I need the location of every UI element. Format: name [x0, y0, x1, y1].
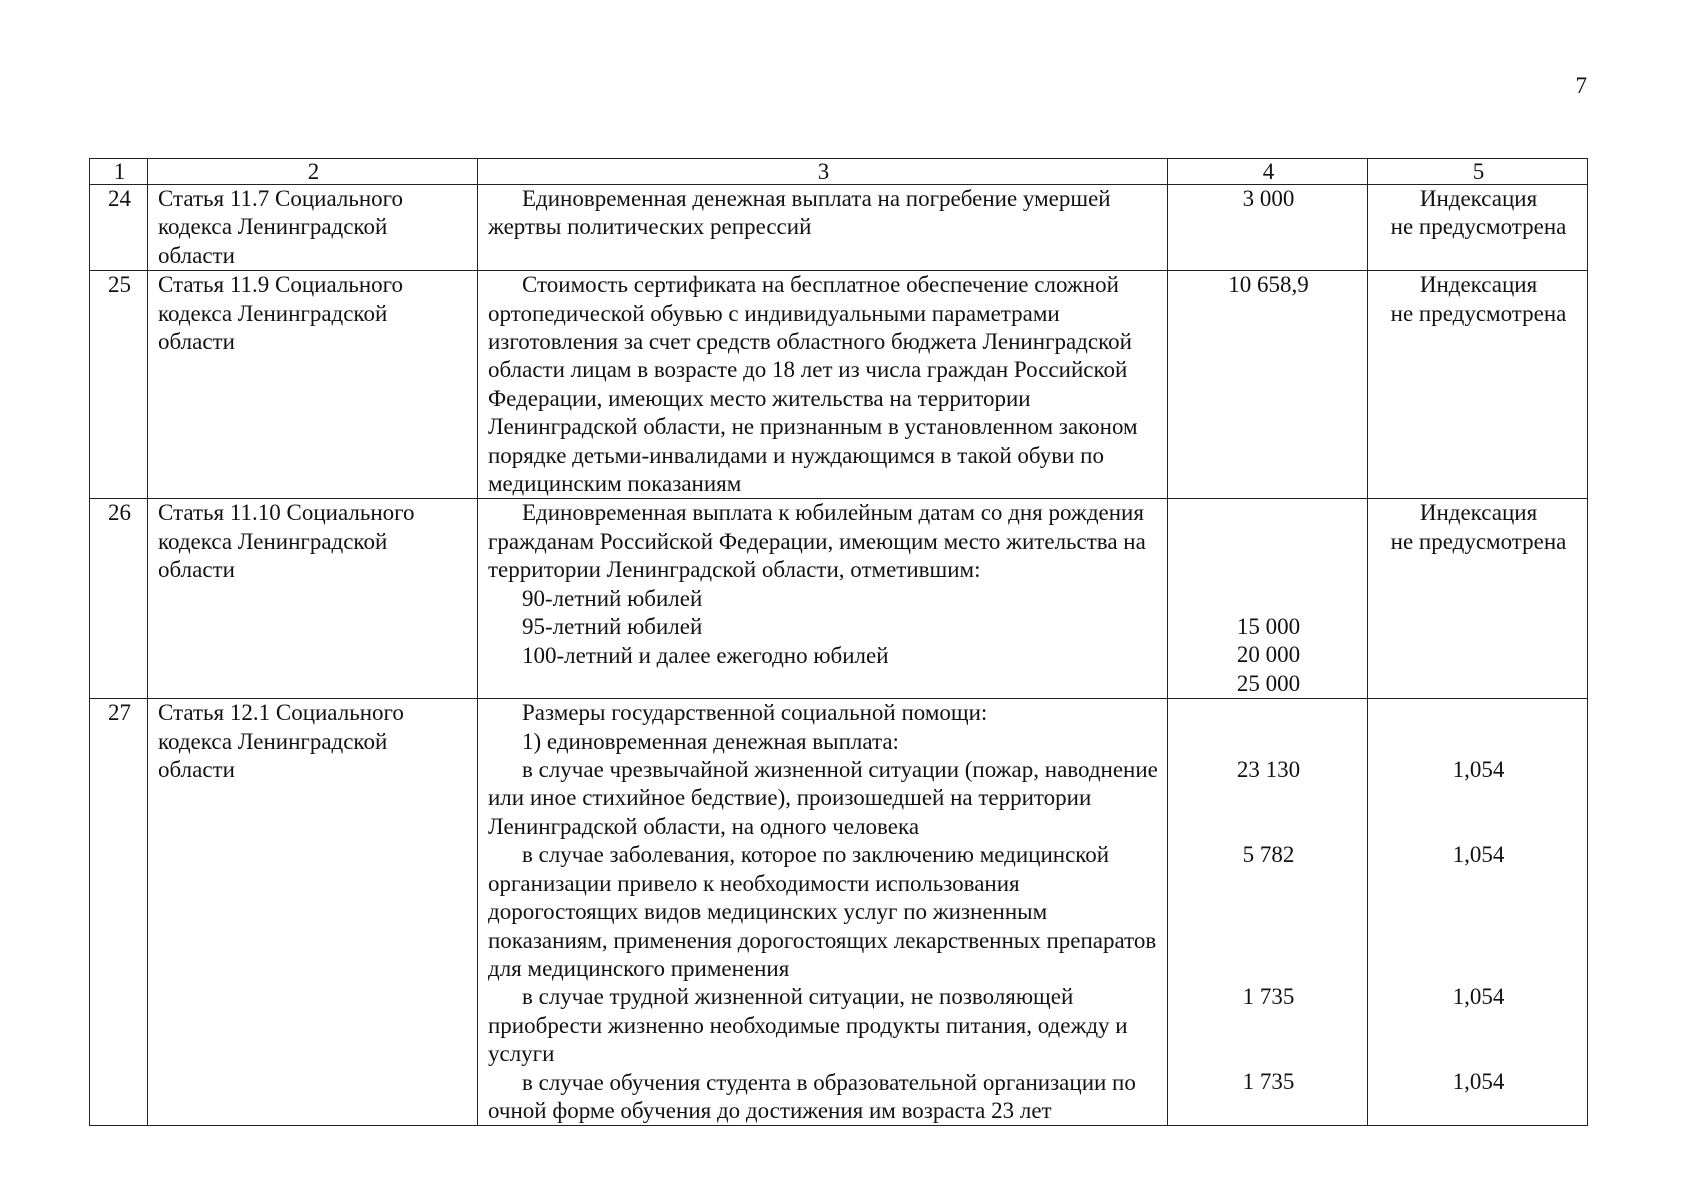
article-cell: Статья 11.9 Социального кодекса Ленинградской области [148, 271, 478, 499]
description-text: Единовременная выплата к юбилейным датам со дня рождения гражданам Российской Федерации, имеющим место жительства на территории Ленинградской области, отметившим: [488, 500, 1146, 583]
description-text: Размеры государственной социальной помощи: [522, 700, 988, 726]
article-cell: Статья 11.10 Социального кодекса Ленинградской области [148, 499, 478, 699]
indexation-line: Индексация [1419, 272, 1538, 298]
assistance-item-label: в случае чрезвычайной жизненной ситуации (пожар, наводнение или иное стихийное бедствие), произошедшей на территории Ленинградской области, на одного человека [488, 757, 1158, 839]
description-cell [478, 699, 1168, 1126]
description-text: Единовременная денежная выплата на погребение умершей жертвы политических репрессий [488, 186, 1111, 240]
jubilee-item-label: 95-летний юбилей [522, 614, 703, 640]
description-cell [478, 185, 1168, 271]
header-cell: 4 [1168, 159, 1368, 185]
row-number: 25 [90, 271, 148, 499]
table-row [90, 185, 1588, 271]
page-number: 7 [1575, 73, 1587, 98]
amount-cell: 10 658,9 [1168, 271, 1368, 499]
row-number: 27 [90, 699, 148, 1126]
header-cell: 1 [90, 159, 148, 185]
description-text: 1) единовременная денежная выплата: [522, 728, 899, 754]
header-cell: 2 [148, 159, 478, 185]
jubilee-item-amount: 20 000 [1236, 642, 1301, 668]
indexation-cell [1368, 271, 1588, 499]
description-text: Стоимость сертификата на бесплатное обеспечение сложной ортопедической обувью с индивидуальными параметрами изготовления за счет средств областного бюджета Ленинградской области лицам в возрасте до 18 лет из числа граждан Российской Федерации, имеющих место жительства на территории Ленинградской области, не признанным в установленном законом порядке детьми-инвалидами и нуждающимся в такой обуви по медицинским показаниям [488, 272, 1138, 497]
jubilee-item-amount: 25 000 [1236, 670, 1301, 696]
assistance-item-amount: 5 782 [1242, 842, 1295, 868]
table-row [90, 699, 1588, 1126]
description-cell [478, 271, 1168, 499]
jubilee-item-amount: 15 000 [1236, 614, 1301, 640]
indexation-cell [1368, 185, 1588, 271]
row-number: 24 [90, 185, 148, 271]
assistance-item-amount: 23 130 [1236, 757, 1301, 783]
amount-cell: 3 000 [1168, 185, 1368, 271]
table-header-row [90, 159, 1588, 185]
assistance-item-label: в случае заболевания, которое по заключению медицинской организации привело к необходимости использования дорогостоящих видов медицинских услуг по жизненным показаниям, применения дорогостоящих лекарственных препаратов для медицинского применения [488, 842, 1157, 981]
header-cell: 5 [1368, 159, 1588, 185]
assistance-item-label: в случае обучения студента в образовательной организации по очной форме обучения до достижения им возраста 23 лет [488, 1069, 1136, 1123]
header-cell: 3 [478, 159, 1168, 185]
row-number: 26 [90, 499, 148, 699]
table-row [90, 499, 1588, 699]
assistance-item-amount: 1 735 [1242, 984, 1295, 1010]
assistance-item-index: 1,054 [1452, 984, 1505, 1010]
description-cell [478, 499, 1168, 699]
indexation-cell [1368, 699, 1588, 1126]
indexation-line: не предусмотрена [1390, 300, 1567, 326]
indexation-line: не предусмотрена [1390, 214, 1567, 240]
benefits-table [89, 158, 1588, 1126]
amount-cell [1168, 699, 1368, 1126]
jubilee-item-label: 90-летний юбилей [522, 585, 703, 611]
indexation-line: не предусмотрена [1390, 528, 1567, 554]
table-row [90, 271, 1588, 499]
assistance-item-index: 1,054 [1452, 842, 1505, 868]
indexation-line: Индексация [1419, 500, 1538, 526]
indexation-line: Индексация [1419, 186, 1538, 211]
assistance-item-amount: 1 735 [1242, 1069, 1295, 1095]
assistance-item-index: 1,054 [1452, 1069, 1505, 1095]
assistance-item-index: 1,054 [1452, 757, 1505, 783]
assistance-item-label: в случае трудной жизненной ситуации, не позволяющей приобрести жизненно необходимые продукты питания, одежду и услуги [488, 984, 1128, 1067]
article-cell: Статья 11.7 Социального кодекса Ленинградской области [148, 185, 478, 271]
article-cell: Статья 12.1 Социального кодекса Ленинградской области [148, 699, 478, 1126]
amount-cell [1168, 499, 1368, 699]
jubilee-item-label: 100-летний и далее ежегодно юбилей [522, 642, 889, 668]
indexation-cell [1368, 499, 1588, 699]
